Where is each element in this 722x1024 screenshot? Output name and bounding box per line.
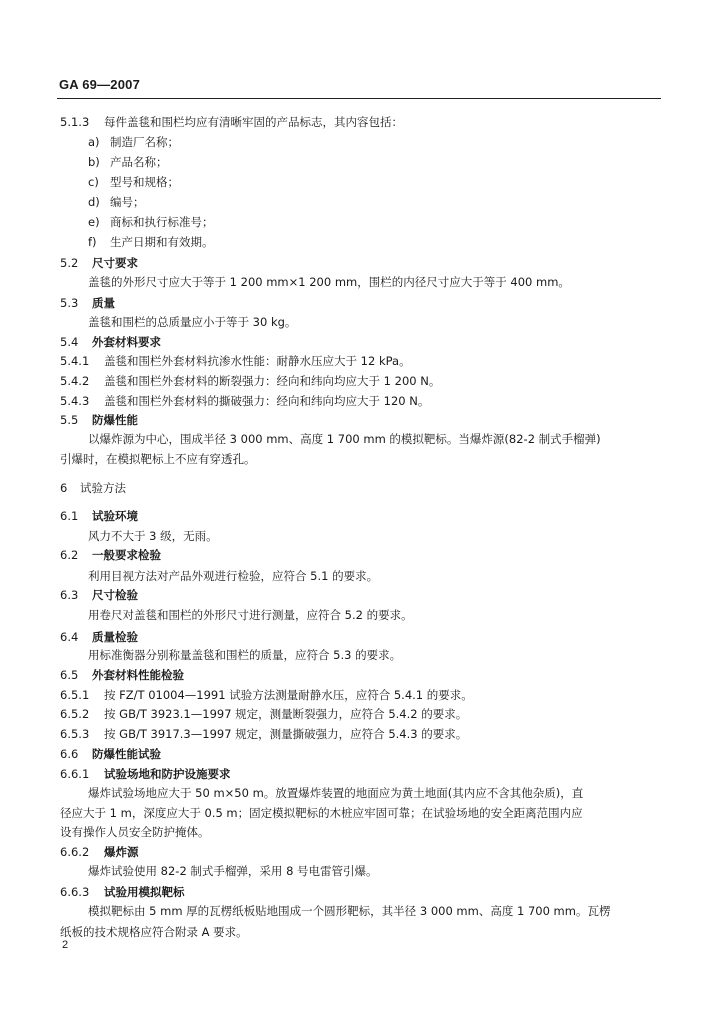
clause-text: 试验方法 xyxy=(80,481,126,495)
text-line xyxy=(60,925,248,940)
clause-text: 产品名称； xyxy=(110,155,168,169)
clause-number: 6.5.3 xyxy=(60,727,90,741)
clause-number: 5.3 xyxy=(60,296,79,310)
text-line xyxy=(60,452,256,467)
text-line xyxy=(88,529,218,544)
text-line xyxy=(88,648,401,663)
clause-number: 5.4 xyxy=(60,335,79,349)
list-marker: c) xyxy=(88,175,99,189)
paragraph-text: 引爆时，在模拟靶标上不应有穿透孔。 xyxy=(60,452,256,466)
clause-number: 6.4 xyxy=(60,630,79,644)
paragraph-text: 径应大于 1 m，深度应大于 0.5 m；固定模拟靶标的木桩应牢固可靠；在试验场地的安全距离范围内应 xyxy=(60,806,583,820)
list-marker: d) xyxy=(88,195,100,209)
clause-number: 5.2 xyxy=(60,256,79,270)
paragraph-text: 爆炸试验场地应大于 50 m×50 m。放置爆炸装置的地面应为黄土地面(其内应不含其他杂质)，直 xyxy=(88,786,584,800)
paragraph-text: 设有操作人员安全防护掩体。 xyxy=(60,825,210,839)
clause-number: 6.5 xyxy=(60,668,79,682)
clause-number: 5.1.3 xyxy=(60,115,90,129)
text-line xyxy=(88,275,570,290)
clause-text: 型号和规格； xyxy=(110,175,179,189)
paragraph-text: 用卷尺对盖毯和围栏的外形尺寸进行测量，应符合 5.2 的要求。 xyxy=(88,608,413,622)
clause-heading: 防爆性能试验 xyxy=(92,747,161,761)
clause-heading: 质量 xyxy=(92,296,115,310)
clause-heading: 尺寸要求 xyxy=(92,256,138,270)
clause-number: 5.4.3 xyxy=(60,394,90,408)
clause-heading: 试验场地和防护设施要求 xyxy=(104,767,231,781)
clause-text: 生产日期和有效期。 xyxy=(110,235,214,249)
text-line xyxy=(88,432,601,447)
clause-text: 编号； xyxy=(110,195,145,209)
clause-text: 盖毯和围栏外套材料的断裂强力：经向和纬向均应大于 1 200 N。 xyxy=(104,374,441,388)
clause-number: 6.6 xyxy=(60,747,79,761)
clause-heading: 质量检验 xyxy=(92,630,138,644)
clause-number: 6.6.1 xyxy=(60,767,90,781)
clause-number: 6.3 xyxy=(60,588,79,602)
paragraph-text: 盖毯和围栏的总质量应小于等于 30 kg。 xyxy=(88,315,297,329)
clause-number: 5.5 xyxy=(60,413,79,427)
text-line xyxy=(60,806,583,821)
clause-heading: 试验环境 xyxy=(92,509,138,523)
clause-text: 按 GB/T 3917.3—1997 规定，测量撕破强力，应符合 5.4.3 的要求。 xyxy=(104,727,468,741)
clause-text: 商标和执行标准号； xyxy=(110,215,214,229)
list-marker: e) xyxy=(88,215,100,229)
clause-number: 5.4.2 xyxy=(60,374,90,388)
page-number: 2 xyxy=(62,939,69,951)
list-marker: f) xyxy=(88,235,97,249)
paragraph-text: 风力不大于 3 级，无雨。 xyxy=(88,529,218,543)
clause-heading: 外套材料要求 xyxy=(92,335,161,349)
clause-number: 6.6.2 xyxy=(60,845,90,859)
clause-text: 盖毯和围栏外套材料的撕破强力：经向和纬向均应大于 120 N。 xyxy=(104,394,430,408)
text-line xyxy=(88,786,583,801)
clause-heading: 防爆性能 xyxy=(92,413,138,427)
paragraph-text: 利用目视方法对产品外观进行检验，应符合 5.1 的要求。 xyxy=(88,569,379,583)
clause-text: 每件盖毯和围栏均应有清晰牢固的产品标志，其内容包括： xyxy=(104,115,403,129)
header-rule xyxy=(57,98,661,99)
clause-number: 5.4.1 xyxy=(60,354,90,368)
paragraph-text: 纸板的技术规格应符合附录 A 要求。 xyxy=(60,925,248,939)
text-line xyxy=(60,825,210,840)
paragraph-text: 爆炸试验使用 82-2 制式手榴弹，采用 8 号电雷管引爆。 xyxy=(88,864,378,878)
text-line xyxy=(88,315,296,330)
clause-number: 6.5.1 xyxy=(60,688,90,702)
list-marker: a) xyxy=(88,135,100,149)
paragraph-text: 盖毯的外形尺寸应大于等于 1 200 mm×1 200 mm，围栏的内径尺寸应大于等于 400 mm。 xyxy=(88,275,570,289)
clause-text: 按 GB/T 3923.1—1997 规定，测量断裂强力，应符合 5.4.2 的要求。 xyxy=(104,707,468,721)
clause-number: 6.5.2 xyxy=(60,707,90,721)
text-line xyxy=(88,569,378,584)
clause-heading: 爆炸源 xyxy=(104,845,139,859)
clause-heading: 一般要求检验 xyxy=(92,548,161,562)
clause-heading: 尺寸检验 xyxy=(92,588,138,602)
clause-text: 制造厂名称； xyxy=(110,135,179,149)
list-marker: b) xyxy=(88,155,100,169)
clause-heading: 外套材料性能检验 xyxy=(92,668,184,682)
clause-number: 6.1 xyxy=(60,509,79,523)
clause-text: 按 FZ/T 01004—1991 试验方法测量耐静水压，应符合 5.4.1 的要求。 xyxy=(104,688,473,702)
text-line xyxy=(88,904,610,919)
paragraph-text: 模拟靶标由 5 mm 厚的瓦楞纸板贴地围成一个圆形靶标，其半径 3 000 mm、高度 1 700 mm。瓦楞 xyxy=(88,904,611,918)
text-line xyxy=(88,864,378,879)
standard-code-header: GA 69—2007 xyxy=(59,77,141,92)
paragraph-text: 用标准衡器分别称量盖毯和围栏的质量，应符合 5.3 的要求。 xyxy=(88,648,402,662)
clause-number: 6 xyxy=(60,481,68,495)
clause-heading: 试验用模拟靶标 xyxy=(104,885,185,899)
paragraph-text: 以爆炸源为中心，围成半径 3 000 mm、高度 1 700 mm 的模拟靶标。当爆炸源(82-2 制式手榴弹) xyxy=(88,432,601,446)
clause-number: 6.2 xyxy=(60,548,79,562)
clause-text: 盖毯和围栏外套材料抗渗水性能：耐静水压应大于 12 kPa。 xyxy=(104,354,411,368)
clause-number: 6.6.3 xyxy=(60,885,90,899)
text-line xyxy=(88,608,413,623)
